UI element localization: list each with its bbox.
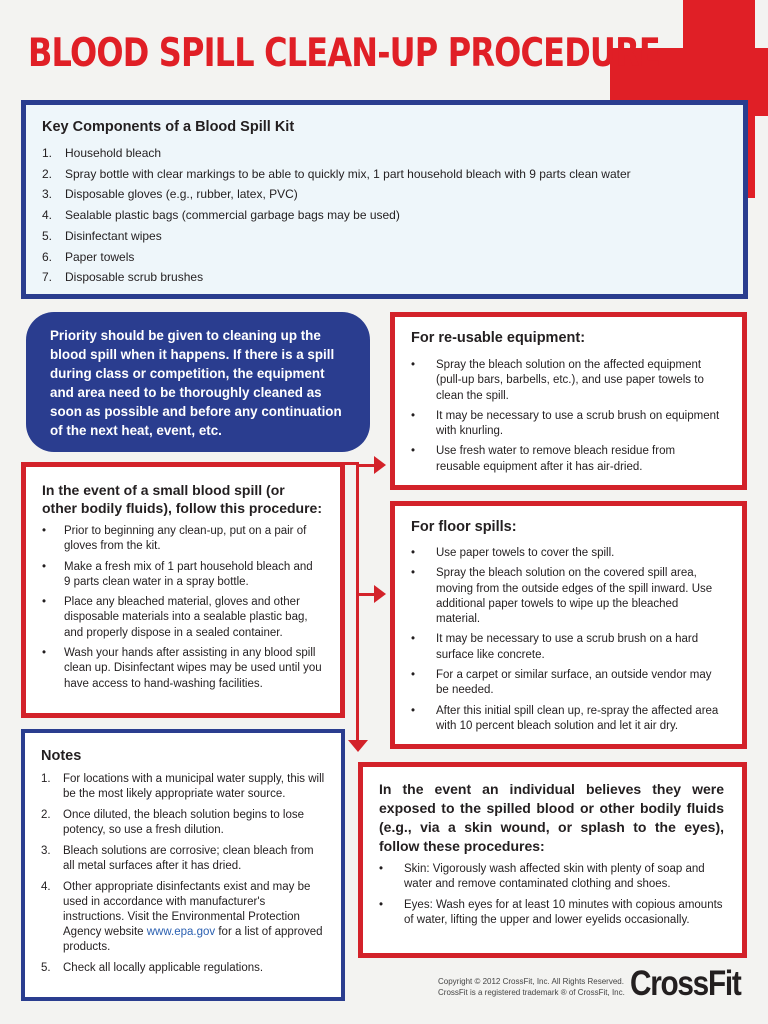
small-spill-list: [42, 524, 322, 692]
list-item: [41, 880, 325, 955]
item-text: Spray bottle with clear markings to be able to quickly mix, 1 part household bleach with 9 parts clean water: [65, 166, 631, 181]
reusable-heading: For re-usable equipment:: [411, 330, 586, 346]
list-item: [41, 772, 325, 802]
item-text: Spray the bleach solution on the affected equipment (pull-up bars, barbells, etc.), and use paper towels to clean the spill.: [436, 359, 704, 402]
item-number: 5.: [41, 962, 51, 974]
notes-list: [41, 772, 325, 976]
item-text: Skin: Vigorously wash affected skin with plenty of soap and water and remove contaminated clothing and shoes.: [404, 863, 705, 891]
item-number: 4.: [41, 881, 51, 893]
arrow-right-icon: [374, 585, 386, 603]
list-item: [41, 844, 325, 874]
bullet-icon: •: [411, 669, 416, 682]
item-text: After this initial spill clean up, re-spray the affected area with 10 percent bleach solution and let it air dry.: [436, 704, 719, 732]
bullet-icon: •: [411, 359, 416, 371]
notes-box: [21, 729, 345, 1001]
list-item: [411, 704, 722, 735]
reusable-equipment-box: [390, 312, 747, 490]
list-item: [42, 205, 727, 226]
bullet-icon: •: [379, 898, 384, 911]
list-item: [42, 560, 322, 591]
floor-spills-box: [390, 501, 747, 749]
list-item: [42, 226, 727, 247]
item-text: Spray the bleach solution on the covered spill area, moving from the outside edges of the spill inward. Use additional paper towels to wipe up the bleached material.: [436, 567, 713, 626]
exposure-list: [379, 862, 724, 928]
item-text: It may be necessary to use a scrub brush on equipment with knurling.: [436, 409, 720, 438]
bullet-icon: •: [42, 560, 47, 573]
item-text: For locations with a municipal water supply, this will be the most likely appropriate water source.: [63, 773, 325, 800]
blood-spill-kit-box: [21, 100, 748, 299]
list-item: [379, 862, 724, 893]
floor-heading: For floor spills:: [411, 519, 517, 535]
floor-list: [411, 546, 722, 734]
flow-connector-line: [356, 462, 359, 745]
item-number: 4.: [42, 208, 53, 223]
item-text: Wash your hands after assisting in any blood spill clean up. Disinfectant wipes may be used until you have access to hand-washing facilities.: [64, 647, 322, 690]
flow-branch-floor: [356, 593, 376, 596]
list-item: [411, 358, 722, 404]
bullet-icon: •: [42, 525, 47, 537]
item-text: [63, 880, 325, 955]
bullet-icon: •: [411, 704, 416, 717]
list-item: [41, 961, 325, 976]
small-spill-box: [21, 462, 345, 718]
item-text: Once diluted, the bleach solution begins to lose potency, so use a fresh dilution.: [63, 809, 305, 836]
item-text: Use fresh water to remove bleach residue from reusable equipment after it has air-dried.: [436, 445, 676, 473]
copyright-line: Copyright © 2012 CrossFit, Inc. All Rights Reserved.: [438, 977, 624, 986]
bullet-icon: •: [411, 445, 416, 458]
list-item: [411, 566, 722, 627]
list-item: [42, 164, 727, 185]
item-number: 1.: [41, 773, 51, 785]
item-text: Bleach solutions are corrosive; clean bleach from all metal surfaces after it has dried.: [63, 845, 314, 872]
copyright-notice: [438, 976, 625, 998]
item-number: 7.: [42, 270, 53, 285]
item-number: 3.: [41, 845, 51, 857]
item-text: Prior to beginning any clean-up, put on a pair of gloves from the kit.: [64, 525, 307, 553]
priority-text: Priority should be given to cleaning up the blood spill when it happens. If there is a spill during class or competition, the equipment and area need to be thoroughly cleaned as soon as possible and before any continuation of the next heat, event, etc.: [50, 328, 342, 438]
bullet-icon: •: [42, 596, 47, 609]
list-item: [411, 668, 722, 699]
kit-list: [42, 143, 727, 288]
item-number: 1.: [42, 146, 53, 160]
list-item: [411, 632, 722, 663]
list-item: [411, 444, 722, 475]
arrow-down-icon: [348, 740, 368, 752]
exposure-heading: In the event an individual believes they were exposed to the spilled blood or other bodily fluids (e.g., via a skin wound, or splash to the eyes), follow these procedures:: [379, 781, 724, 854]
bullet-icon: •: [411, 409, 416, 422]
item-text: Disposable scrub brushes: [65, 270, 204, 285]
item-text: Sealable plastic bags (commercial garbage bags may be used): [65, 208, 400, 223]
item-text: Make a fresh mix of 1 part household bleach and 9 parts clean water in a spray bottle.: [64, 560, 313, 588]
item-text: Household bleach: [65, 146, 162, 160]
trademark-line: CrossFit is a registered trademark ® of CrossFit, Inc.: [438, 988, 625, 997]
crossfit-logo: CrossFit: [630, 964, 741, 1003]
item-number: 2.: [42, 166, 53, 181]
list-item: [42, 524, 322, 555]
bullet-icon: •: [42, 647, 47, 660]
list-item: [411, 409, 722, 440]
item-text: Paper towels: [65, 249, 135, 264]
item-text: Eyes: Wash eyes for at least 10 minutes with copious amounts of water, lifting the upper and lower eyelids occasionally.: [404, 898, 723, 926]
notes-heading: Notes: [41, 748, 82, 764]
item-number: 3.: [42, 187, 53, 202]
item-text: For a carpet or similar surface, an outside vendor may be needed.: [436, 669, 712, 697]
priority-callout: [26, 312, 370, 452]
kit-heading: Key Components of a Blood Spill Kit: [42, 119, 295, 135]
item-text-before: Other appropriate disinfectants exist and may be used in accordance with manufacturer's instructions. Visit the Environmental Protection Agency website: [63, 881, 311, 938]
reusable-list: [411, 358, 722, 475]
item-text: Use paper towels to cover the spill.: [436, 547, 615, 559]
list-item: [379, 898, 724, 929]
list-item: [42, 267, 727, 288]
list-item: [42, 646, 322, 692]
item-text: Disposable gloves (e.g., rubber, latex, PVC): [65, 187, 298, 202]
item-number: 2.: [41, 809, 51, 821]
item-text: Place any bleached material, gloves and other disposable materials into a sealable plastic bag, and properly dispose in a sealed container.: [64, 596, 308, 639]
bullet-icon: •: [411, 567, 416, 580]
page-title: BLOOD SPILL CLEAN-UP PROCEDURE: [28, 31, 660, 76]
bullet-icon: •: [411, 547, 416, 559]
small-spill-heading: In the event of a small blood spill (or other bodily fluids), follow this procedure:: [42, 482, 322, 516]
flow-branch-reusable: [356, 464, 376, 467]
epa-link[interactable]: www.epa.gov: [146, 926, 216, 938]
item-text-after: for a list of approved products.: [63, 926, 323, 953]
list-item: [411, 546, 722, 561]
item-text: Check all locally applicable regulations.: [63, 962, 264, 974]
arrow-right-icon: [374, 456, 386, 474]
item-number: 6.: [42, 249, 53, 264]
item-text: It may be necessary to use a scrub brush on a hard surface like concrete.: [436, 633, 699, 661]
list-item: [42, 184, 727, 205]
list-item: [42, 247, 727, 268]
bullet-icon: •: [411, 633, 416, 646]
list-item: [41, 808, 325, 838]
bullet-icon: •: [379, 863, 384, 875]
list-item: [42, 143, 727, 164]
item-text: Disinfectant wipes: [65, 228, 162, 243]
item-number: 5.: [42, 228, 53, 243]
list-item: [42, 595, 322, 641]
exposure-box: [358, 762, 747, 958]
